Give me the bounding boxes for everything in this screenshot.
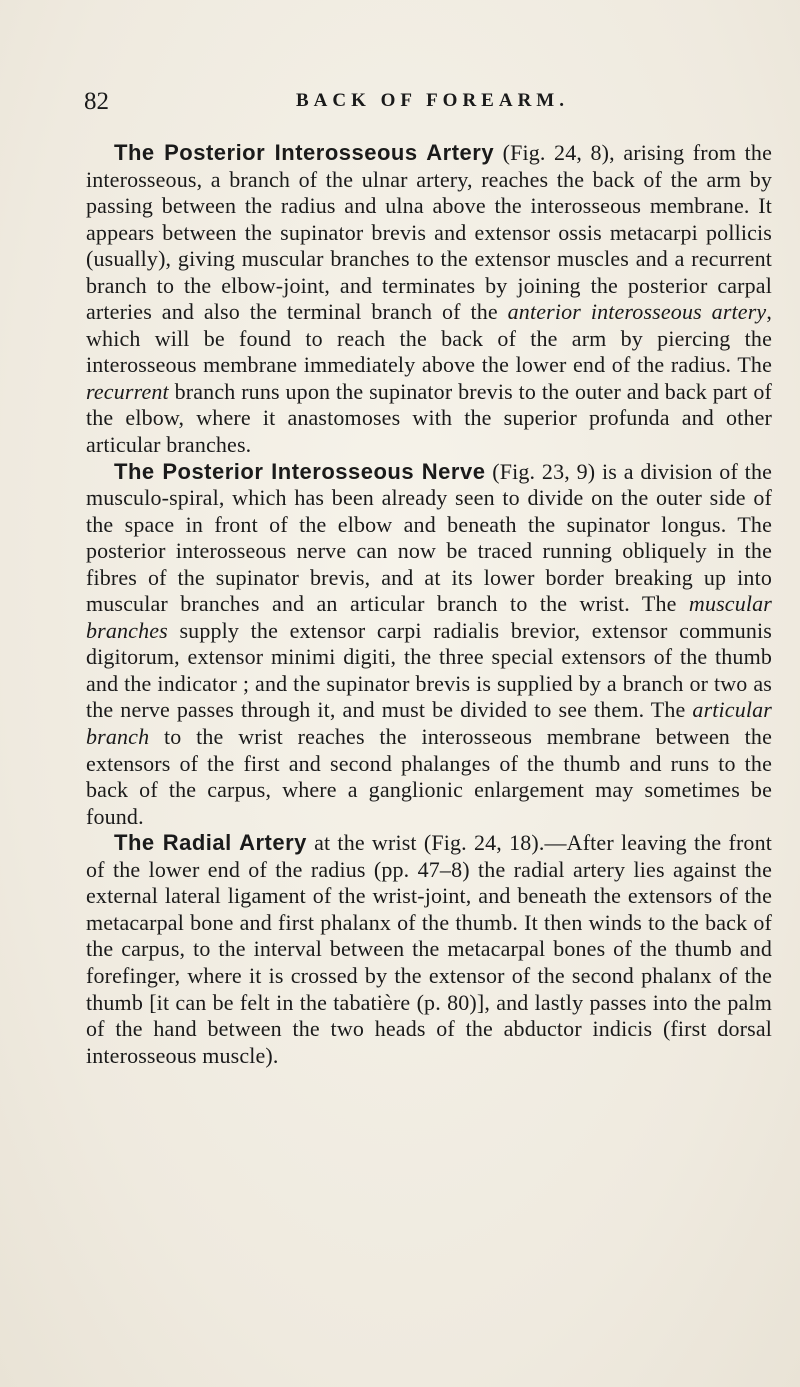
paragraph-text: branch runs upon the supinator brevis to the outer and back part of the elbow, where it anastomoses with the superior profunda and other articular branches. bbox=[86, 378, 772, 458]
italic-term: muscular branches bbox=[86, 591, 772, 643]
section-heading: The Posterior Interosseous Artery bbox=[114, 140, 495, 165]
body-text bbox=[86, 140, 772, 1069]
paragraph-text: to the wrist reaches the interosseous membrane between the extensors of the first and second phalanges of the thumb and runs to the back of the carpus, where a ganglionic enlargement may sometimes be found. bbox=[86, 724, 772, 829]
paragraph-text: (Fig. 23, 9) is a division of the musculo-spiral, which has been already seen to divide on the outer side of the space in front of the elbow and beneath the supinator longus. The posterior interosseous nerve can now be traced running obliquely in the fibres of the supinator brevis, and at its lower border breaking up into muscular branches and an articular branch to the wrist. The bbox=[86, 458, 773, 617]
section-heading: The Radial Artery bbox=[114, 830, 307, 856]
paragraph-text: (Fig. 24, 8), arising from the interosseous, a branch of the ulnar artery, reaches the back of the arm by passing between the radius and ulna above the interosseous membrane. It appears between the supinator brevis and extensor ossis metacarpi pollicis (usually), giving muscular branches to the extensor muscles and a recurrent branch to the elbow-joint, and terminates by joining the posterior carpal arteries and also the terminal branch of the bbox=[86, 140, 772, 325]
section-heading: The Posterior Interosseous Nerve bbox=[114, 458, 486, 484]
page-number: 82 bbox=[84, 88, 109, 115]
italic-term: articular branch bbox=[86, 697, 772, 750]
running-title: BACK OF FOREARM. bbox=[296, 90, 569, 111]
paragraph-text: at the wrist (Fig. 24, 18).—After leaving the front of the lower end of the radius (pp. 47–8) the radial artery lies against the external lateral ligament of the wrist-joint, and beneath the extensors of the metacarpal bone and first phalanx of the thumb. It then winds to the back of the carpus, to the interval between the metacarpal bones of the thumb and forefinger, where it is crossed by the extensor of the second phalanx of the thumb [it can be felt in the tabatière (p. 80)], and lastly passes into the palm of the hand between the two heads of the abductor indicis (first dorsal interosseous muscle). bbox=[86, 830, 772, 1068]
paragraph-radial-artery bbox=[86, 830, 772, 1069]
paragraph-text: , which will be found to reach the back of the arm by piercing the interosseous membrane immediately above the lower end of the radius. The bbox=[86, 299, 772, 378]
paragraph-text: supply the extensor carpi radialis brevior, extensor communis digitorum, extensor minimi digiti, the three special extensors of the thumb and the indicator ; and the supinator brevis is supplied by a branch or two as the nerve passes through it, and must be divided to see them. The bbox=[86, 617, 772, 723]
page-header bbox=[84, 88, 764, 118]
italic-term: anterior interosseous artery bbox=[507, 299, 767, 325]
paragraph-posterior-interosseous-nerve bbox=[86, 459, 772, 831]
italic-term: recurrent bbox=[86, 378, 169, 404]
paragraph-posterior-interosseous-artery bbox=[86, 140, 772, 459]
